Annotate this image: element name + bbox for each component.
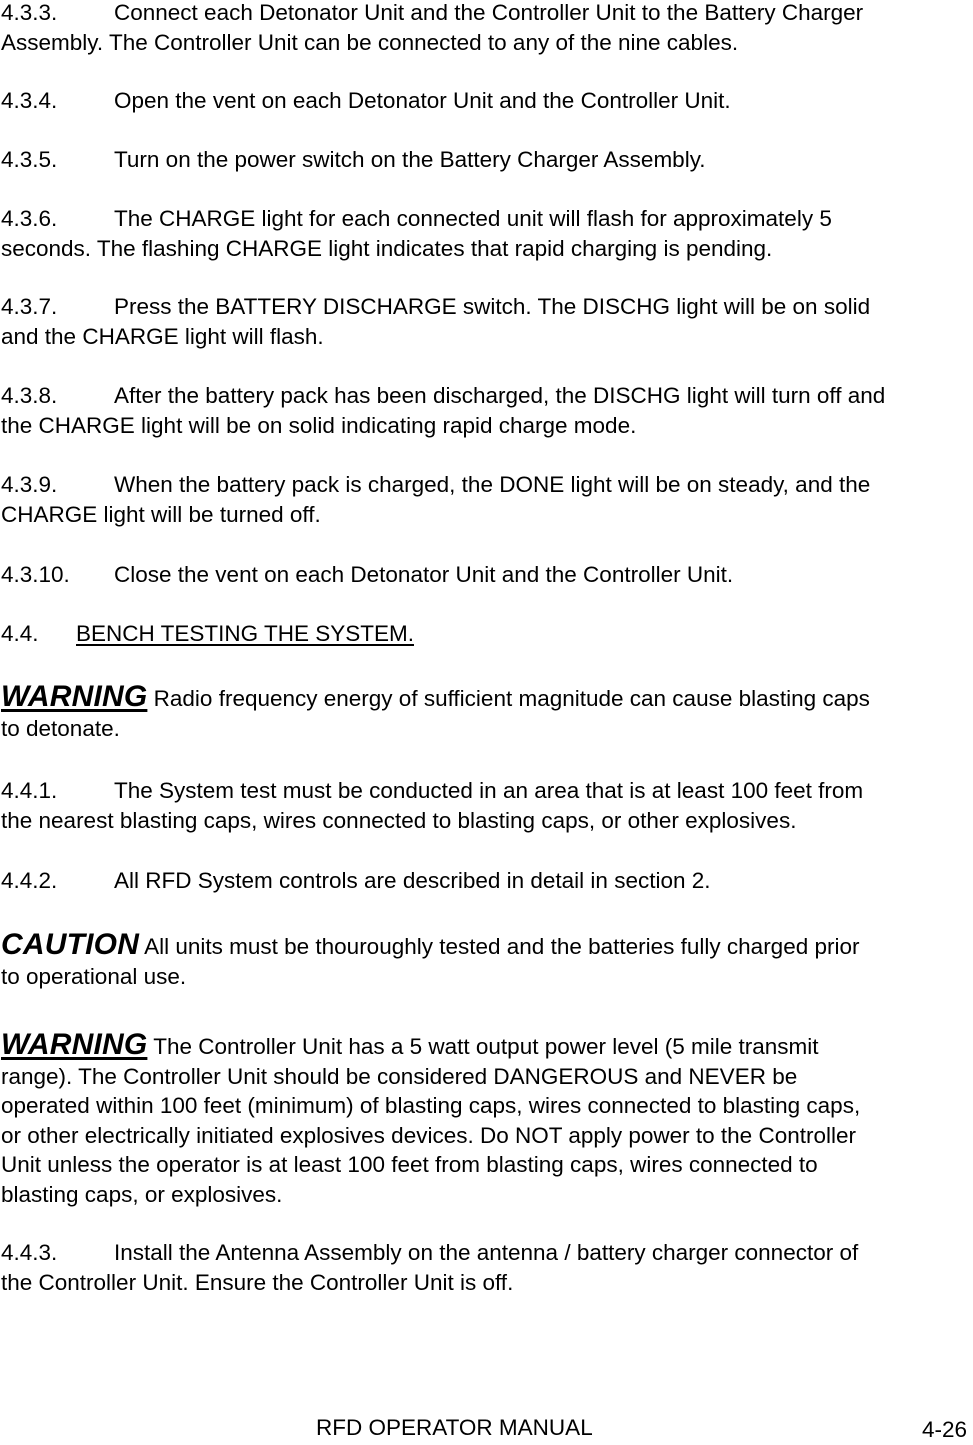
- warning-notice-controller: [1, 1030, 971, 1209]
- warning-label: WARNING: [1, 1028, 148, 1061]
- notice-line: range). The Controller Unit should be considered DANGEROUS and NEVER be: [1, 1063, 798, 1089]
- paragraph-4-4-1: [1, 776, 971, 835]
- paragraph-line: Install the Antenna Assembly on the antenna / battery charger connector of: [114, 1240, 859, 1265]
- paragraph-4-3-5: [1, 145, 971, 175]
- paragraph-line: Press the BATTERY DISCHARGE switch. The DISCHG light will be on solid: [114, 294, 871, 319]
- paragraph-4-3-3: [1, 0, 971, 57]
- notice-line: operated within 100 feet (minimum) of blasting caps, wires connected to blasting caps,: [1, 1093, 861, 1118]
- paragraph-line: and the CHARGE light will flash.: [1, 323, 324, 349]
- paragraph-number: 4.3.3.: [1, 0, 58, 25]
- section-title: BENCH TESTING THE SYSTEM.: [76, 621, 414, 646]
- paragraph-number: 4.3.5.: [1, 147, 58, 172]
- paragraph-4-3-9: [1, 470, 971, 529]
- paragraph-line: Close the vent on each Detonator Unit and the Controller Unit.: [114, 562, 734, 587]
- paragraph-number: 4.3.6.: [1, 206, 58, 231]
- paragraph-line: Assembly. The Controller Unit can be connected to any of the nine cables.: [1, 29, 739, 55]
- paragraph-4-3-6: [1, 204, 971, 263]
- paragraph-line: The CHARGE light for each connected unit will flash for approximately 5: [114, 206, 832, 231]
- notice-line: Unit unless the operator is at least 100 feet from blasting caps, wires connected to: [1, 1152, 818, 1177]
- paragraph-number: 4.3.8.: [1, 383, 58, 408]
- paragraph-number: 4.3.4.: [1, 88, 58, 113]
- paragraph-line: The System test must be conducted in an area that is at least 100 feet from: [114, 778, 864, 803]
- paragraph-number: 4.3.10.: [1, 562, 70, 587]
- caution-notice: [1, 930, 971, 991]
- paragraph-4-3-4: [1, 86, 971, 116]
- paragraph-line: After the battery pack has been discharged, the DISCHG light will turn off and: [114, 383, 886, 408]
- paragraph-line: Turn on the power switch on the Battery Charger Assembly.: [114, 147, 706, 172]
- paragraph-4-4-2: [1, 866, 971, 896]
- paragraph-line: the nearest blasting caps, wires connected to blasting caps, or other explosives.: [1, 807, 797, 833]
- notice-line: to operational use.: [1, 963, 187, 989]
- section-number: 4.4.: [1, 621, 39, 646]
- caution-label: CAUTION: [1, 928, 140, 961]
- notice-line: blasting caps, or explosives.: [1, 1181, 283, 1207]
- paragraph-line: Connect each Detonator Unit and the Controller Unit to the Battery Charger: [114, 0, 864, 25]
- warning-notice-rf: [1, 682, 971, 743]
- paragraph-line: When the battery pack is charged, the DONE light will be on steady, and the: [114, 472, 871, 497]
- notice-line: or other electrically initiated explosives devices. Do NOT apply power to the Controller: [1, 1122, 856, 1148]
- footer-page-number: 4-26: [922, 1417, 968, 1442]
- paragraph-line: the CHARGE light will be on solid indicating rapid charge mode.: [1, 412, 637, 438]
- footer-manual-title: RFD OPERATOR MANUAL: [316, 1415, 593, 1440]
- section-heading: [1, 619, 971, 649]
- notice-line: Radio frequency energy of sufficient magnitude can cause blasting caps: [153, 686, 870, 711]
- paragraph-line: All RFD System controls are described in detail in section 2.: [114, 868, 711, 893]
- paragraph-line: CHARGE light will be turned off.: [1, 501, 321, 527]
- notice-line: All units must be thouroughly tested and the batteries fully charged prior: [144, 934, 860, 959]
- paragraph-line: the Controller Unit. Ensure the Controller Unit is off.: [1, 1269, 514, 1295]
- notice-line: The Controller Unit has a 5 watt output power level (5 mile transmit: [153, 1034, 819, 1059]
- paragraph-line: Open the vent on each Detonator Unit and the Controller Unit.: [114, 88, 731, 113]
- paragraph-line: seconds. The flashing CHARGE light indicates that rapid charging is pending.: [1, 235, 773, 261]
- notice-line: to detonate.: [1, 715, 120, 741]
- paragraph-number: 4.4.1.: [1, 778, 58, 803]
- paragraph-4-3-7: [1, 292, 971, 351]
- warning-label: WARNING: [1, 680, 148, 713]
- paragraph-number: 4.4.3.: [1, 1240, 58, 1265]
- paragraph-number: 4.3.9.: [1, 472, 58, 497]
- paragraph-4-3-10: [1, 560, 971, 590]
- paragraph-number: 4.4.2.: [1, 868, 58, 893]
- paragraph-number: 4.3.7.: [1, 294, 58, 319]
- paragraph-4-4-3: [1, 1238, 971, 1297]
- paragraph-4-3-8: [1, 381, 971, 440]
